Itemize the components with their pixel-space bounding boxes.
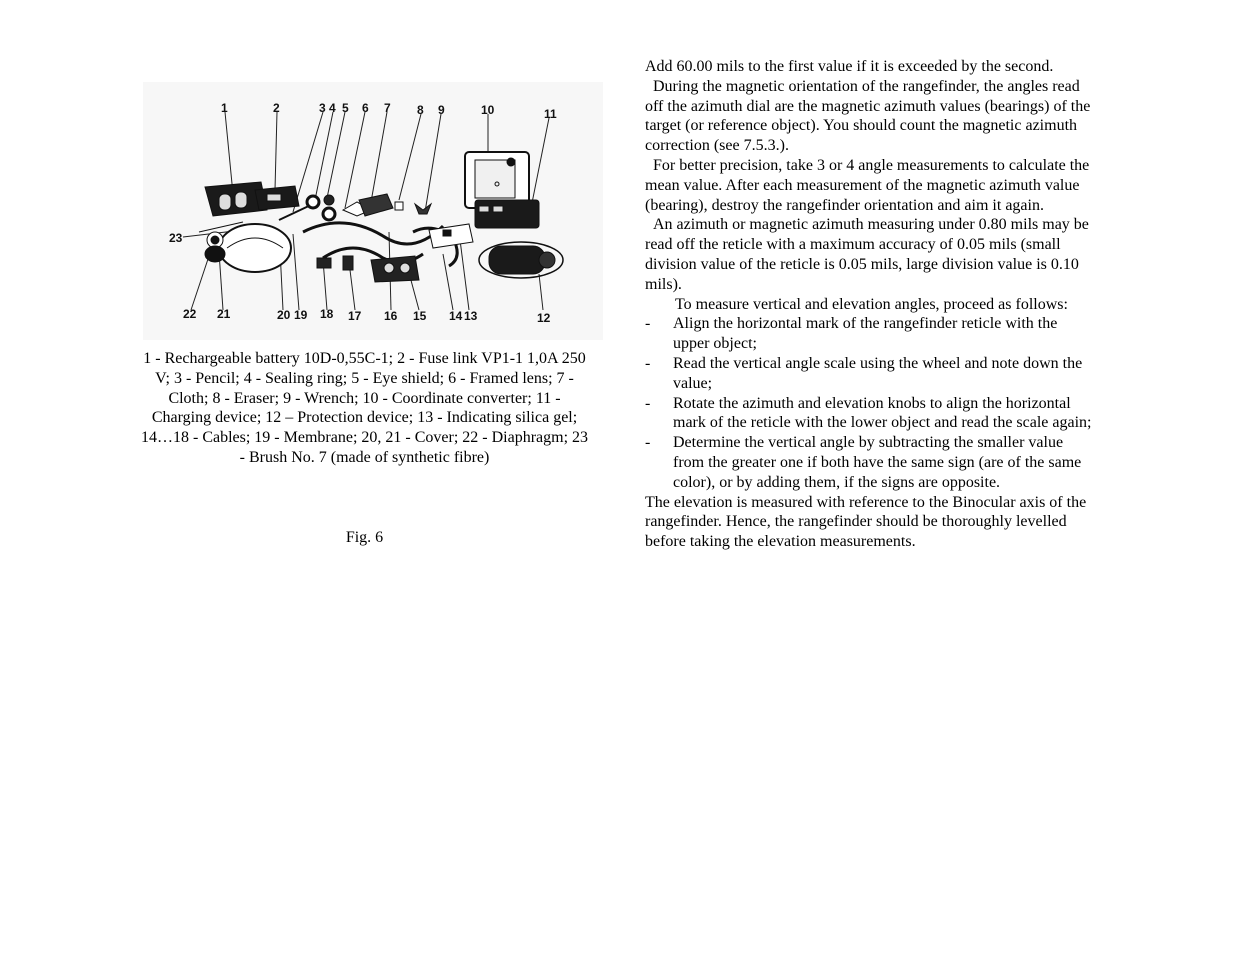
equipment-figure <box>143 82 603 340</box>
callout-18: 18 <box>320 307 334 321</box>
list-item-text: Read the vertical angle scale using the wheel and note down the value; <box>673 354 1083 392</box>
callout-8: 8 <box>417 103 424 117</box>
list-item <box>645 394 1097 434</box>
figure-caption: 1 - Rechargeable battery 10D-0,55C-1; 2 - Fuse link VP1-1 1,0A 250 V; 3 - Pencil; 4 - Sealing ring; 5 - Eye shield; 6 - Framed lens; 7 - Cloth; 8 - Eraser; 9 - Wrench; 10 - Coordinate converter; 11 - Charging device; 12 – Protection device; 13 - Indicating silica gel; 14…18 - Cables; 19 - Membrane; 20, 21 - Cover; 22 - Diaphragm; 23 - Brush No. 7 (made of synthetic fibre) <box>140 350 589 466</box>
paragraph-mils-add: Add 60.00 mils to the first value if it is exceeded by the second. <box>645 58 1054 75</box>
list-item-text: Rotate the azimuth and elevation knobs to align the horizontal mark of the reticle with the lower object and read the scale again; <box>673 394 1092 432</box>
callout-5: 5 <box>342 101 349 115</box>
callout-22: 22 <box>183 307 197 321</box>
bullet-dash: - <box>645 394 651 412</box>
list-item <box>645 314 1097 354</box>
callout-12: 12 <box>537 311 551 325</box>
callout-17: 17 <box>348 309 362 323</box>
callout-21: 21 <box>217 307 231 321</box>
bullet-dash: - <box>645 315 651 333</box>
callout-19: 19 <box>294 308 308 322</box>
callout-13: 13 <box>464 309 478 323</box>
callout-20: 20 <box>277 308 291 322</box>
callout-6: 6 <box>362 101 369 115</box>
paragraph-precision: For better precision, take 3 or 4 angle measurements to calculate the mean value. After each measurement of the magnetic azimuth value (bearing), destroy the rangefinder orientation and aim it again. <box>645 156 1090 214</box>
body-text <box>645 57 1097 552</box>
callout-3: 3 <box>319 101 326 115</box>
callout-10: 10 <box>481 103 495 117</box>
figure-label: Fig. 6 <box>345 529 384 546</box>
procedure-list <box>645 314 1097 492</box>
bullet-dash: - <box>645 354 651 372</box>
callout-11: 11 <box>544 107 557 121</box>
paragraph-azimuth-accuracy: An azimuth or magnetic azimuth measuring under 0.80 mils may be read off the reticle with a maximum accuracy of 0.05 mils (small division value of the reticle is 0.05 mils, large division value is 0.10 mils). <box>645 216 1089 293</box>
callout-14: 14 <box>449 309 463 323</box>
callout-23: 23 <box>169 231 183 245</box>
equipment-illustration <box>143 82 603 340</box>
list-item <box>645 354 1097 394</box>
paragraph-elevation-reference: The elevation is measured with reference to the Binocular axis of the rangefinder. Hence, the rangefinder should be thoroughly levelled before taking the elevation measurements. <box>645 493 1087 551</box>
list-item-text: Align the horizontal mark of the rangefinder reticle with the upper object; <box>673 315 1058 353</box>
bullet-dash: - <box>645 434 651 452</box>
paragraph-magnetic-orientation: During the magnetic orientation of the rangefinder, the angles read off the azimuth dial are the magnetic azimuth values (bearings) of the target (or reference object). You should count the magnetic azimuth correction (see 7.5.3.). <box>645 77 1091 155</box>
callout-7: 7 <box>384 101 391 115</box>
callout-9: 9 <box>438 103 445 117</box>
callout-16: 16 <box>384 309 398 323</box>
list-item-text: Determine the vertical angle by subtracting the smaller value from the greater one if both have the same sign (are of the same color), or by adding them, if the signs are opposite. <box>673 434 1082 491</box>
callout-1: 1 <box>221 101 228 115</box>
paragraph-vertical-angles-intro: To measure vertical and elevation angles, proceed as follows: <box>675 295 1068 313</box>
callout-4: 4 <box>329 101 336 115</box>
callout-2: 2 <box>273 101 280 115</box>
list-item <box>645 433 1097 492</box>
callout-15: 15 <box>413 309 427 323</box>
